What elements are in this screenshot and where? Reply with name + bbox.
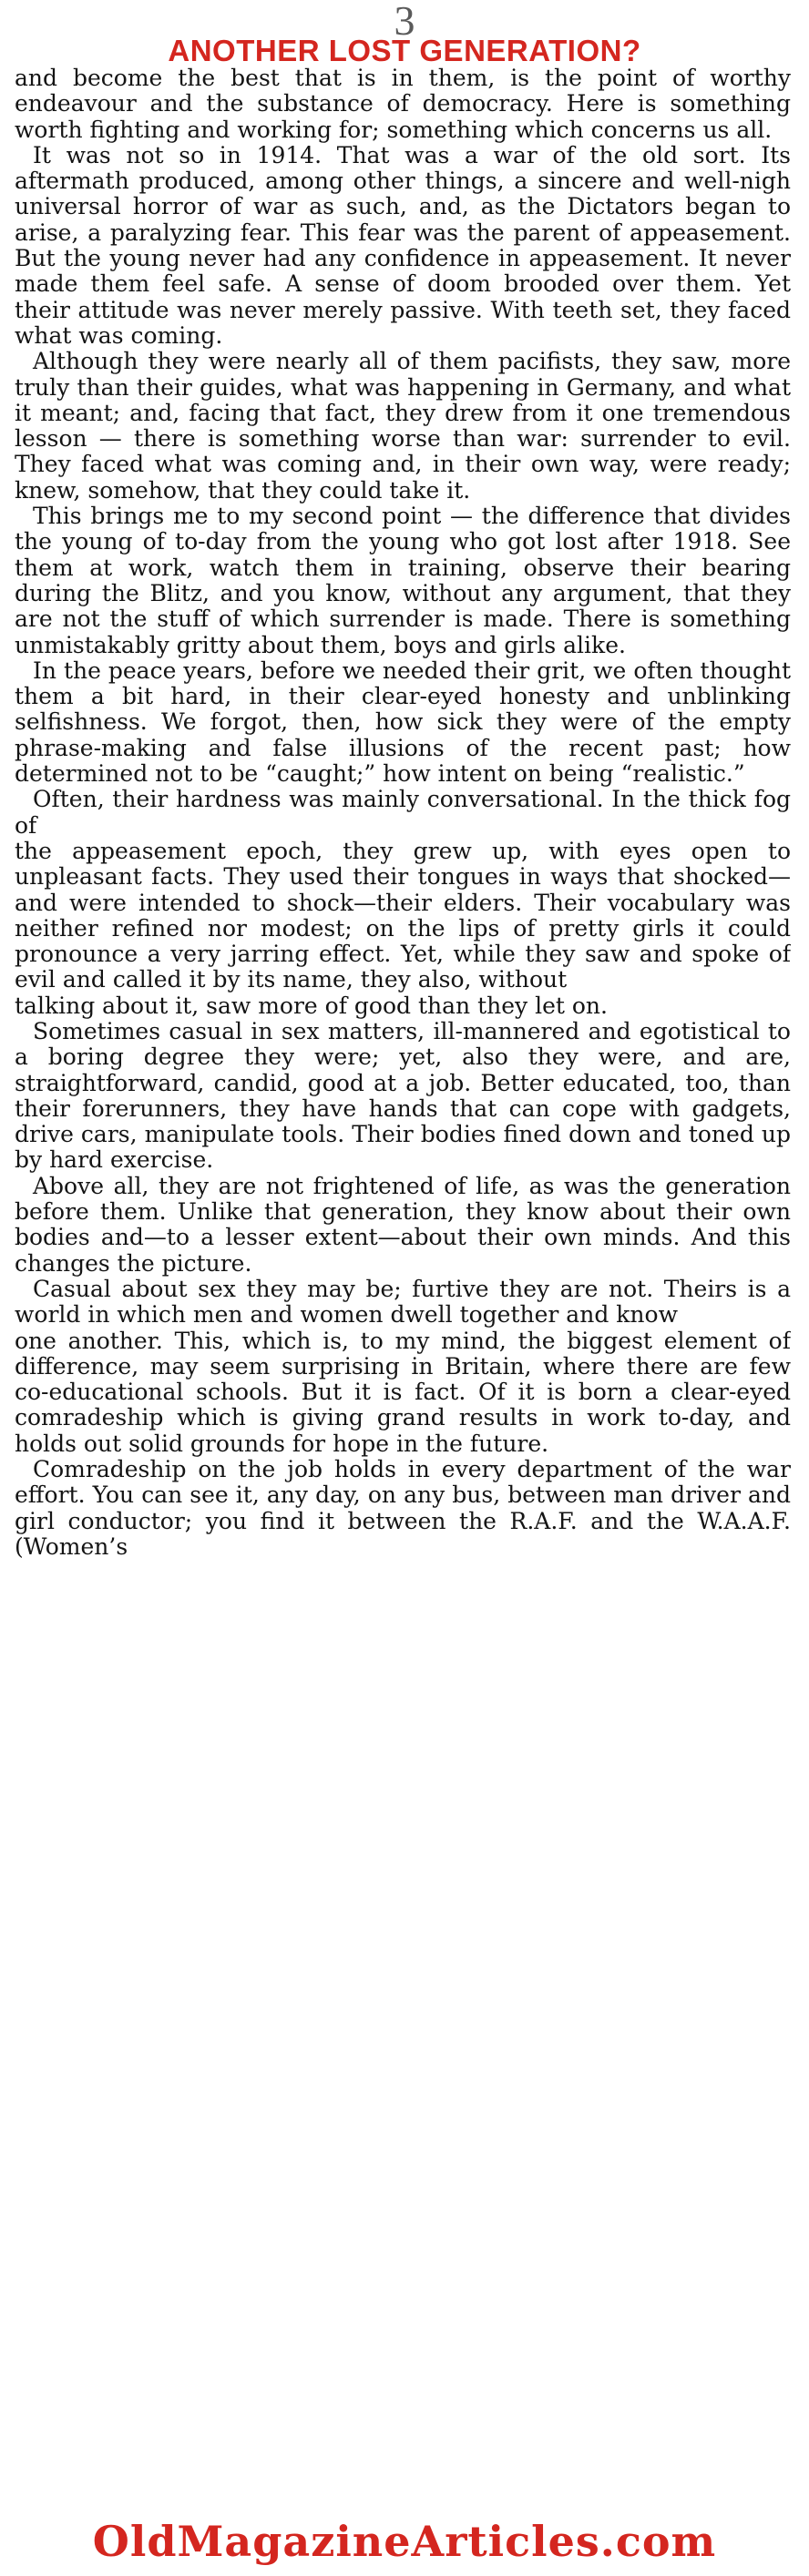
paragraph: It was not so in 1914. That was a war of the old sort. Its aftermath produced, among other things, a sincere and well-nigh universal horror of war as such, and, as the Dictators began to arise, a paralyzing fear. This fear was the parent of appeasement. But the young never had any confidence in appeasement. It never made them feel safe. A sense of doom brooded over them. Yet their attitude was never merely passive. With teeth set, they faced what was coming. [15,141,791,349]
paragraph: This brings me to my second point — the difference that divides the young of to-day from the young who got lost after 1918. See them at work, watch them in training, observe their bearing during the Blitz, and you know, without any argument, that they are not the stuff of which surrender is made. There is something unmistakably gritty about them, boys and girls alike. [15,503,791,658]
paragraph: In the peace years, before we needed their grit, we often thought them a bit hard, in their clear-eyed honesty and unblinking selfishness. We forgot, then, how sick they were of the empty phrase-making and false illusions of the recent past; how determined not to be “caught;” how intent on being “realistic.” [15,657,791,788]
paragraph: Comradeship on the job holds in every department of the war effort. You can see it, any day, on any bus, between man driver and girl conductor; you find it between the R.A.F. and the W.A.A.F. (Women’s [15,1456,791,1560]
paragraph: and become the best that is in them, is the point of worthy endeavour and the substance of democracy. Here is something worth fighting and working for; something which concerns us all. [15,66,791,143]
paragraph: the appeasement epoch, they grew up, with eyes open to unpleasant facts. They used their tongues in ways that shocked—and were intended to shock—their elders. Their vocabulary was neither refined nor modest; on the lips of pretty girls it could pronounce a very jarring effect. Yet, while they saw and spoke of evil and called it by its name, they also, without [15,837,791,993]
article-body [15,66,791,2506]
page-number: 3 [394,0,415,44]
paragraph: one another. This, which is, to my mind, the biggest element of difference, may seem surprising in Britain, where there are few co-educational schools. But it is fact. Of it is born a clear-eyed comradeship which is giving grand results in work to-day, and holds out solid grounds for hope in the future. [15,1327,791,1457]
paragraph: talking about it, saw more of good than they let on. [15,992,608,1019]
paragraph: Although they were nearly all of them pacifists, they saw, more truly than their guides, what was happening in Germany, and what it meant; and, facing that fact, they drew from it one tremendous lesson — there is something worse than war: surrender to evil. They faced what was coming and, in their own way, were ready; knew, somehow, that they could take it. [15,348,791,504]
headline: ANOTHER LOST GENERATION? [168,34,641,67]
paragraph: Sometimes casual in sex matters, ill-mannered and egotistical to a boring degree they were; yet, also they were, and are, straightforward, candid, good at a job. Better educated, too, than their forerunners, they have hands that can cope with gadgets, drive cars, manipulate tools. Their bodies fined down and toned up by hard exercise. [15,1017,791,1174]
paragraph: Above all, they are not frightened of life, as was the generation before them. Unlike that generation, they know about their own bodies and—to a lesser extent—about their own minds. And this changes the picture. [15,1172,791,1277]
paragraph: Casual about sex they may be; furtive they are not. Theirs is a world in which men and women dwell together and know [15,1275,791,1329]
site-footer: OldMagazineArticles.com [92,2517,717,2566]
paragraph: Often, their hardness was mainly conversational. In the thick fog of [15,786,791,839]
